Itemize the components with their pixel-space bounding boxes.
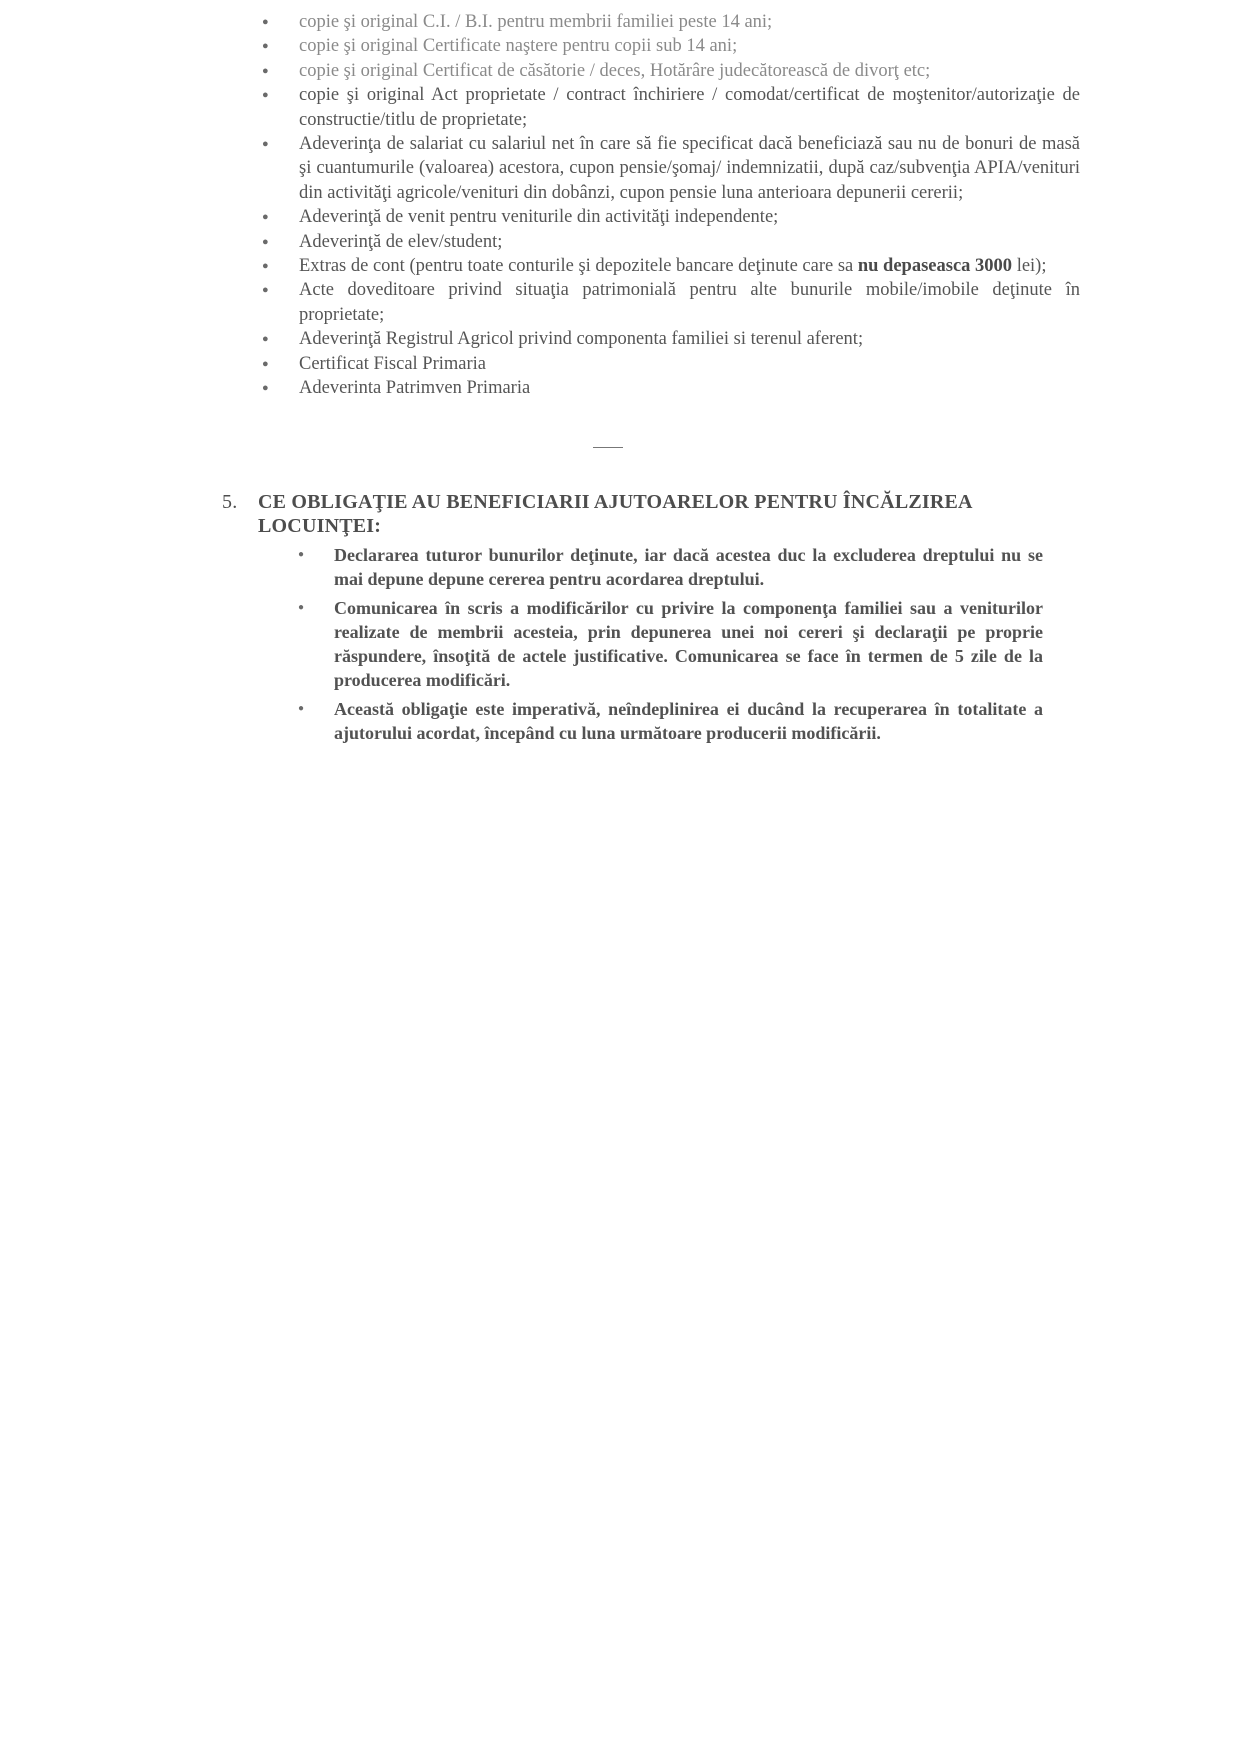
list-item-text: Adeverinţă de elev/student; [299, 231, 503, 252]
list-item [262, 34, 1080, 58]
scan-artifact-line [593, 447, 623, 448]
circle-bullet-icon: ● [262, 138, 269, 151]
circle-bullet-icon: ● [262, 382, 269, 395]
list-item [262, 10, 1080, 34]
list-item [262, 83, 1080, 132]
circle-bullet-icon: ● [262, 260, 269, 273]
list-item-text: copie şi original Act proprietate / contract închiriere / comodat/certificat de moştenitor/autorizaţie de constructie/titlu de proprietate; [299, 85, 1080, 130]
list-item [262, 59, 1080, 83]
list-item [262, 278, 1080, 327]
list-item-text: Adeverinţa de salariat cu salariul net în care să fie specificat dacă beneficiază sau nu de bonuri de masă şi cuantumurile (valoarea) acestora, cupon pensie/şomaj/ indemnizatii, după caz/subvenţia APIA/venituri din activităţi agricole/venituri din dobânzi, cupon pensie luna anterioara depunerii cererii; [299, 134, 1080, 203]
list-item [298, 697, 1043, 746]
circle-bullet-icon: ● [262, 357, 269, 370]
list-item-text-end: lei); [1012, 256, 1047, 277]
list-item-bold-text: nu depaseasca 3000 [857, 256, 1013, 277]
list-item-text: Extras de cont (pentru toate conturile şi depozitele bancare deţinute care sa [299, 256, 858, 277]
circle-bullet-icon: ● [262, 235, 269, 248]
section-5-heading [222, 490, 1052, 538]
list-item-text: Certificat Fiscal Primaria [299, 353, 486, 374]
circle-bullet-icon: ● [262, 64, 269, 77]
list-item-text: Declararea tuturor bunurilor deţinute, iar dacă acestea duc la excluderea dreptului nu se mai depune depune cererea pentru acordarea dreptului. [334, 545, 1043, 590]
list-item-text: Adeverinţă Registrul Agricol privind componenta familiei si terenul aferent; [299, 329, 864, 350]
list-item [298, 596, 1043, 693]
circle-bullet-icon: ● [262, 40, 269, 53]
required-documents-list [262, 10, 1080, 401]
list-item [262, 327, 1080, 351]
list-item-text: Adeverinţă de venit pentru veniturile din activităţi independente; [299, 207, 779, 228]
section-title: CE OBLIGAŢIE AU BENEFICIARII AJUTOARELOR PENTRU ÎNCĂLZIREA LOCUINŢEI: [258, 491, 972, 537]
circle-bullet-icon: ● [262, 89, 269, 102]
section-number: 5. [222, 491, 238, 513]
circle-bullet-icon: ● [262, 16, 269, 28]
list-item-text: Comunicarea în scris a modificărilor cu privire la componenţa familiei sau a veniturilor realizate de membrii acesteia, prin depunerea unei noi cereri şi declaraţii pe proprie răspundere, însoţită de actele justificative. Comunicarea se face în termen de 5 zile de la producerea modificări. [334, 597, 1043, 691]
circle-bullet-icon: ● [262, 211, 269, 224]
circle-bullet-icon: ● [298, 702, 305, 714]
list-item [298, 543, 1043, 592]
list-item-text: Adeverinta Patrimven Primaria [299, 378, 531, 399]
list-item [262, 254, 1080, 278]
circle-bullet-icon: ● [262, 284, 269, 297]
list-item-text: Acte doveditoare privind situaţia patrimonială pentru alte bunurile mobile/imobile deţinute în proprietate; [299, 280, 1080, 325]
list-item-text: copie şi original C.I. / B.I. pentru membrii familiei peste 14 ani; [299, 12, 773, 32]
list-item [262, 205, 1080, 229]
circle-bullet-icon: ● [298, 601, 305, 613]
obligations-list [298, 543, 1043, 749]
list-item [262, 376, 1080, 400]
list-item-text: copie şi original Certificat de căsătorie / deces, Hotărâre judecătorească de divorţ etc; [299, 60, 931, 81]
list-item [262, 230, 1080, 254]
list-item-text: Această obligaţie este imperativă, neîndeplinirea ei ducând la recuperarea în totalitate a ajutorului acordat, începând cu luna următoare producerii modificării. [334, 698, 1043, 744]
list-item [262, 132, 1080, 205]
circle-bullet-icon: ● [262, 333, 269, 346]
list-item [262, 352, 1080, 376]
circle-bullet-icon: ● [298, 549, 305, 560]
list-item-text: copie şi original Certificate naştere pentru copii sub 14 ani; [299, 36, 738, 57]
